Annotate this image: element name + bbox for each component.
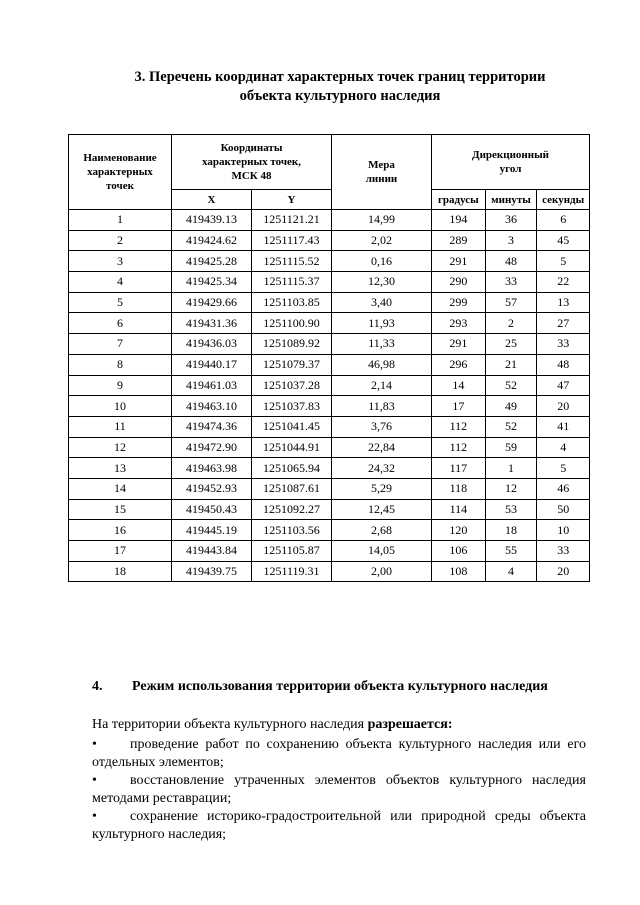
cell-degrees: 112 xyxy=(432,437,486,458)
cell-degrees: 289 xyxy=(432,230,486,251)
cell-point: 5 xyxy=(69,292,172,313)
cell-x: 419439.13 xyxy=(172,210,252,231)
cell-point: 17 xyxy=(69,541,172,562)
cell-point: 18 xyxy=(69,561,172,582)
cell-x: 419463.98 xyxy=(172,458,252,479)
cell-point: 1 xyxy=(69,210,172,231)
cell-seconds: 33 xyxy=(537,334,590,355)
cell-point: 4 xyxy=(69,272,172,293)
cell-y: 1251041.45 xyxy=(252,416,332,437)
cell-y: 1251117.43 xyxy=(252,230,332,251)
cell-x: 419472.90 xyxy=(172,437,252,458)
cell-x: 419431.36 xyxy=(172,313,252,334)
table-row xyxy=(69,251,590,272)
cell-point: 3 xyxy=(69,251,172,272)
cell-point: 10 xyxy=(69,396,172,417)
cell-degrees: 296 xyxy=(432,354,486,375)
cell-measure: 14,05 xyxy=(332,541,432,562)
cell-seconds: 10 xyxy=(537,520,590,541)
cell-seconds: 6 xyxy=(537,210,590,231)
table-row xyxy=(69,272,590,293)
cell-measure: 22,84 xyxy=(332,437,432,458)
cell-degrees: 120 xyxy=(432,520,486,541)
table-row xyxy=(69,334,590,355)
cell-seconds: 45 xyxy=(537,230,590,251)
cell-minutes: 52 xyxy=(485,416,537,437)
cell-measure: 0,16 xyxy=(332,251,432,272)
cell-x: 419436.03 xyxy=(172,334,252,355)
cell-degrees: 112 xyxy=(432,416,486,437)
cell-point: 2 xyxy=(69,230,172,251)
table-row xyxy=(69,541,590,562)
cell-point: 16 xyxy=(69,520,172,541)
cell-seconds: 20 xyxy=(537,561,590,582)
header-minutes: минуты xyxy=(485,190,537,210)
header-point-name: Наименование характерных точек xyxy=(69,135,172,210)
bullet-item-3 xyxy=(92,808,586,844)
cell-measure: 2,02 xyxy=(332,230,432,251)
cell-minutes: 55 xyxy=(485,541,537,562)
intro-paragraph xyxy=(92,716,586,734)
table-row xyxy=(69,416,590,437)
cell-seconds: 5 xyxy=(537,458,590,479)
section-4-number: 4. xyxy=(92,679,103,694)
cell-minutes: 12 xyxy=(485,478,537,499)
cell-seconds: 22 xyxy=(537,272,590,293)
cell-minutes: 48 xyxy=(485,251,537,272)
bullet-symbol: • xyxy=(92,737,97,752)
cell-seconds: 48 xyxy=(537,354,590,375)
coordinates-table xyxy=(68,134,590,582)
cell-x: 419474.36 xyxy=(172,416,252,437)
header-x: X xyxy=(172,190,252,210)
cell-x: 419440.17 xyxy=(172,354,252,375)
cell-y: 1251037.83 xyxy=(252,396,332,417)
table-row xyxy=(69,292,590,313)
cell-minutes: 33 xyxy=(485,272,537,293)
cell-seconds: 13 xyxy=(537,292,590,313)
cell-minutes: 21 xyxy=(485,354,537,375)
cell-seconds: 27 xyxy=(537,313,590,334)
cell-minutes: 2 xyxy=(485,313,537,334)
section-4-title: Режим использования территории объекта культурного наследия xyxy=(132,679,548,694)
header-seconds: секунды xyxy=(537,190,590,210)
cell-seconds: 5 xyxy=(537,251,590,272)
table-row xyxy=(69,458,590,479)
cell-measure: 11,83 xyxy=(332,396,432,417)
bullet-text: сохранение историко-градостроительной или природной среды объекта культурного наследия; xyxy=(92,809,586,842)
cell-minutes: 53 xyxy=(485,499,537,520)
table-row xyxy=(69,230,590,251)
cell-degrees: 194 xyxy=(432,210,486,231)
cell-x: 419461.03 xyxy=(172,375,252,396)
header-y: Y xyxy=(252,190,332,210)
cell-minutes: 59 xyxy=(485,437,537,458)
cell-minutes: 57 xyxy=(485,292,537,313)
cell-x: 419450.43 xyxy=(172,499,252,520)
cell-point: 8 xyxy=(69,354,172,375)
cell-seconds: 20 xyxy=(537,396,590,417)
cell-seconds: 41 xyxy=(537,416,590,437)
header-coordinates: Координаты характерных точек, МСК 48 xyxy=(172,135,332,190)
cell-measure: 2,68 xyxy=(332,520,432,541)
cell-measure: 11,93 xyxy=(332,313,432,334)
cell-x: 419452.93 xyxy=(172,478,252,499)
cell-measure: 12,30 xyxy=(332,272,432,293)
bullet-text: восстановление утраченных элементов объектов культурного наследия методами реставрации; xyxy=(92,773,586,806)
cell-point: 12 xyxy=(69,437,172,458)
table-row xyxy=(69,375,590,396)
table-row xyxy=(69,313,590,334)
intro-bold: разрешается: xyxy=(367,717,453,732)
cell-y: 1251119.31 xyxy=(252,561,332,582)
cell-point: 15 xyxy=(69,499,172,520)
cell-y: 1251044.91 xyxy=(252,437,332,458)
cell-y: 1251100.90 xyxy=(252,313,332,334)
cell-minutes: 36 xyxy=(485,210,537,231)
cell-x: 419445.19 xyxy=(172,520,252,541)
table-row xyxy=(69,396,590,417)
cell-measure: 12,45 xyxy=(332,499,432,520)
table-row xyxy=(69,561,590,582)
cell-x: 419425.28 xyxy=(172,251,252,272)
cell-point: 11 xyxy=(69,416,172,437)
cell-seconds: 33 xyxy=(537,541,590,562)
section-4-heading xyxy=(92,679,548,695)
intro-text: На территории объекта культурного наследия xyxy=(92,717,368,732)
cell-x: 419425.34 xyxy=(172,272,252,293)
title-line-2: объекта культурного наследия xyxy=(239,88,441,104)
cell-x: 419424.62 xyxy=(172,230,252,251)
cell-measure: 5,29 xyxy=(332,478,432,499)
table-row xyxy=(69,210,590,231)
cell-point: 9 xyxy=(69,375,172,396)
cell-y: 1251037.28 xyxy=(252,375,332,396)
bullet-item-1 xyxy=(92,736,586,772)
cell-point: 13 xyxy=(69,458,172,479)
cell-degrees: 14 xyxy=(432,375,486,396)
bullet-item-2 xyxy=(92,772,586,808)
cell-y: 1251121.21 xyxy=(252,210,332,231)
cell-x: 419463.10 xyxy=(172,396,252,417)
table-row xyxy=(69,478,590,499)
bullet-symbol: • xyxy=(92,809,97,824)
cell-seconds: 46 xyxy=(537,478,590,499)
cell-degrees: 291 xyxy=(432,251,486,272)
cell-seconds: 47 xyxy=(537,375,590,396)
title-line-1: 3. Перечень координат характерных точек границ территории xyxy=(134,69,546,85)
header-angle: Дирекционный угол xyxy=(432,135,590,190)
cell-point: 7 xyxy=(69,334,172,355)
bullet-text: проведение работ по сохранению объекта культурного наследия или его отдельных элементов; xyxy=(92,737,586,770)
table-row xyxy=(69,354,590,375)
cell-y: 1251092.27 xyxy=(252,499,332,520)
cell-degrees: 290 xyxy=(432,272,486,293)
cell-minutes: 49 xyxy=(485,396,537,417)
cell-seconds: 4 xyxy=(537,437,590,458)
cell-seconds: 50 xyxy=(537,499,590,520)
section-3-title xyxy=(90,68,590,106)
cell-minutes: 52 xyxy=(485,375,537,396)
cell-point: 14 xyxy=(69,478,172,499)
bullet-symbol: • xyxy=(92,773,97,788)
cell-y: 1251079.37 xyxy=(252,354,332,375)
cell-x: 419429.66 xyxy=(172,292,252,313)
table-row xyxy=(69,499,590,520)
cell-measure: 11,33 xyxy=(332,334,432,355)
cell-y: 1251089.92 xyxy=(252,334,332,355)
cell-y: 1251065.94 xyxy=(252,458,332,479)
cell-measure: 46,98 xyxy=(332,354,432,375)
header-degrees: градусы xyxy=(432,190,486,210)
cell-y: 1251115.52 xyxy=(252,251,332,272)
cell-y: 1251103.85 xyxy=(252,292,332,313)
cell-measure: 14,99 xyxy=(332,210,432,231)
cell-degrees: 118 xyxy=(432,478,486,499)
table-row xyxy=(69,437,590,458)
cell-degrees: 299 xyxy=(432,292,486,313)
cell-degrees: 291 xyxy=(432,334,486,355)
cell-y: 1251103.56 xyxy=(252,520,332,541)
cell-point: 6 xyxy=(69,313,172,334)
cell-y: 1251105.87 xyxy=(252,541,332,562)
cell-measure: 2,00 xyxy=(332,561,432,582)
cell-y: 1251115.37 xyxy=(252,272,332,293)
cell-minutes: 25 xyxy=(485,334,537,355)
cell-degrees: 106 xyxy=(432,541,486,562)
cell-measure: 3,40 xyxy=(332,292,432,313)
cell-degrees: 293 xyxy=(432,313,486,334)
cell-degrees: 17 xyxy=(432,396,486,417)
cell-measure: 2,14 xyxy=(332,375,432,396)
cell-x: 419443.84 xyxy=(172,541,252,562)
cell-minutes: 3 xyxy=(485,230,537,251)
cell-y: 1251087.61 xyxy=(252,478,332,499)
cell-degrees: 108 xyxy=(432,561,486,582)
cell-minutes: 18 xyxy=(485,520,537,541)
table-row xyxy=(69,520,590,541)
cell-degrees: 114 xyxy=(432,499,486,520)
cell-measure: 24,32 xyxy=(332,458,432,479)
header-measure: Мера линии xyxy=(332,135,432,210)
cell-measure: 3,76 xyxy=(332,416,432,437)
cell-minutes: 1 xyxy=(485,458,537,479)
cell-degrees: 117 xyxy=(432,458,486,479)
cell-minutes: 4 xyxy=(485,561,537,582)
cell-x: 419439.75 xyxy=(172,561,252,582)
